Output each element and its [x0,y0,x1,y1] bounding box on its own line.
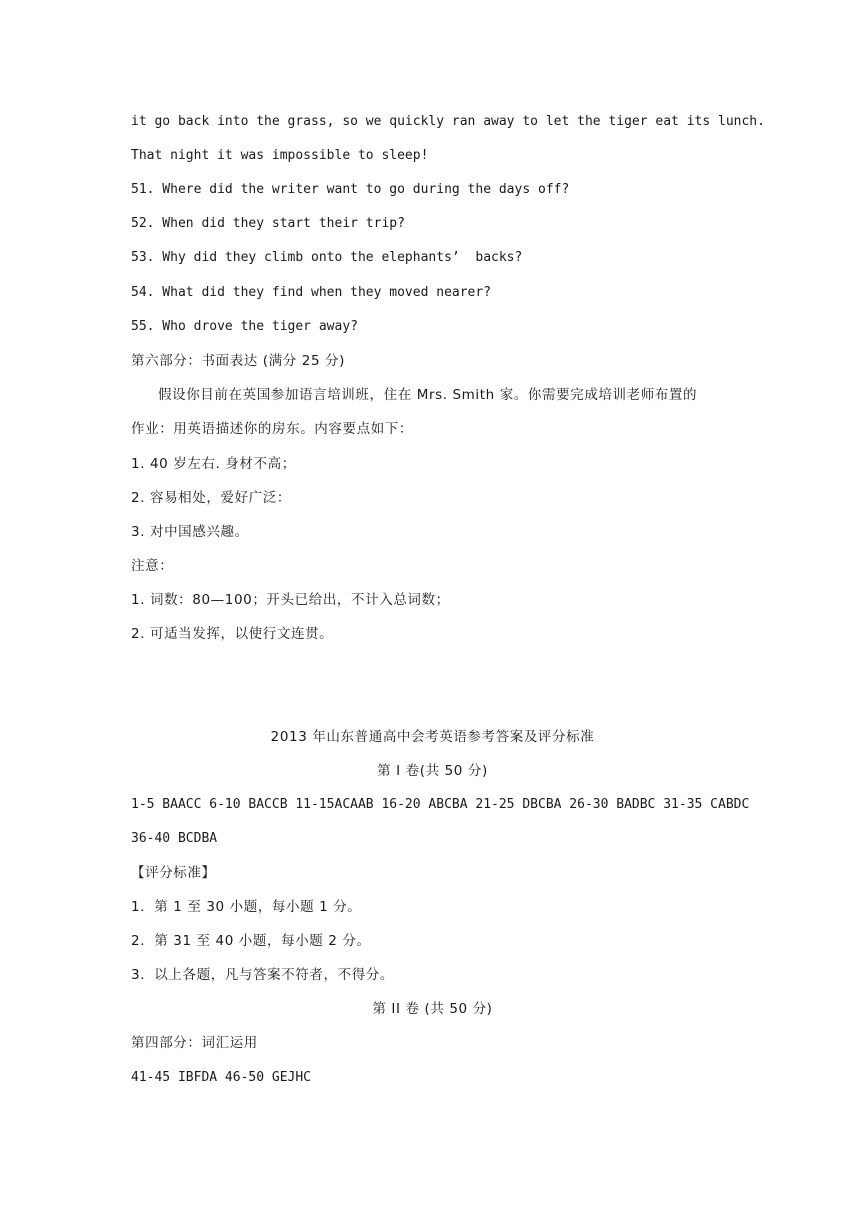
passage-line-2: That night it was impossible to sleep! [131,148,429,163]
section-1-answers-line-1: 1-5 BAACC 6-10 BACCB 11-15ACAAB 16-20 ABCBA 21-25 DBCBA 26-30 BADBC 31-35 CABDC [131,797,750,812]
section-1-title: 第 I 卷(共 50 分) [377,763,488,779]
question-53: 53. Why did they climb onto the elephants’ backs? [131,250,523,265]
section-1-answers-line-2: 36-40 BCDBA [131,831,218,846]
note-2: 2. 可适当发挥，以使行文连贯。 [131,626,334,642]
scoring-rule-3: 3．以上各题，凡与答案不符者，不得分。 [131,967,394,983]
section-2-title: 第 II 卷 (共 50 分) [372,1001,493,1017]
writing-point-2: 2. 容易相处，爱好广泛： [131,490,291,506]
question-54: 54. What did they find when they moved nearer? [131,285,492,300]
writing-point-1: 1. 40 岁左右. 身材不高； [131,456,296,472]
scoring-label: 【评分标准】 [131,865,216,881]
note-1: 1. 词数：80—100；开头已给出，不计入总词数； [131,592,450,608]
scoring-rule-2: 2．第 31 至 40 小题，每小题 2 分。 [131,933,371,949]
writing-prompt-line-2: 作业：用英语描述你的房东。内容要点如下： [131,421,413,437]
writing-prompt-line-1: 假设你目前在英国参加语言培训班，住在 Mrs. Smith 家。你需要完成培训老师布置的 [158,387,698,403]
writing-heading: 第六部分：书面表达 (满分 25 分) [131,353,345,369]
question-51: 51. Where did the writer want to go during the days off? [131,182,570,197]
passage-line-1: it go back into the grass, so we quickly ran away to let the tiger eat its lunch. [131,114,765,129]
question-55: 55. Who drove the tiger away? [131,319,358,334]
question-52: 52. When did they start their trip? [131,216,405,231]
part-4-answers: 41-45 IBFDA 46-50 GEJHC [131,1070,312,1085]
scoring-rule-1: 1．第 1 至 30 小题，每小题 1 分。 [131,899,362,915]
part-4-heading: 第四部分：词汇运用 [131,1035,258,1051]
writing-point-3: 3. 对中国感兴趣。 [131,524,249,540]
answer-key-title: 2013 年山东普通高中会考英语参考答案及评分标准 [270,729,595,745]
notes-label: 注意： [131,558,174,574]
